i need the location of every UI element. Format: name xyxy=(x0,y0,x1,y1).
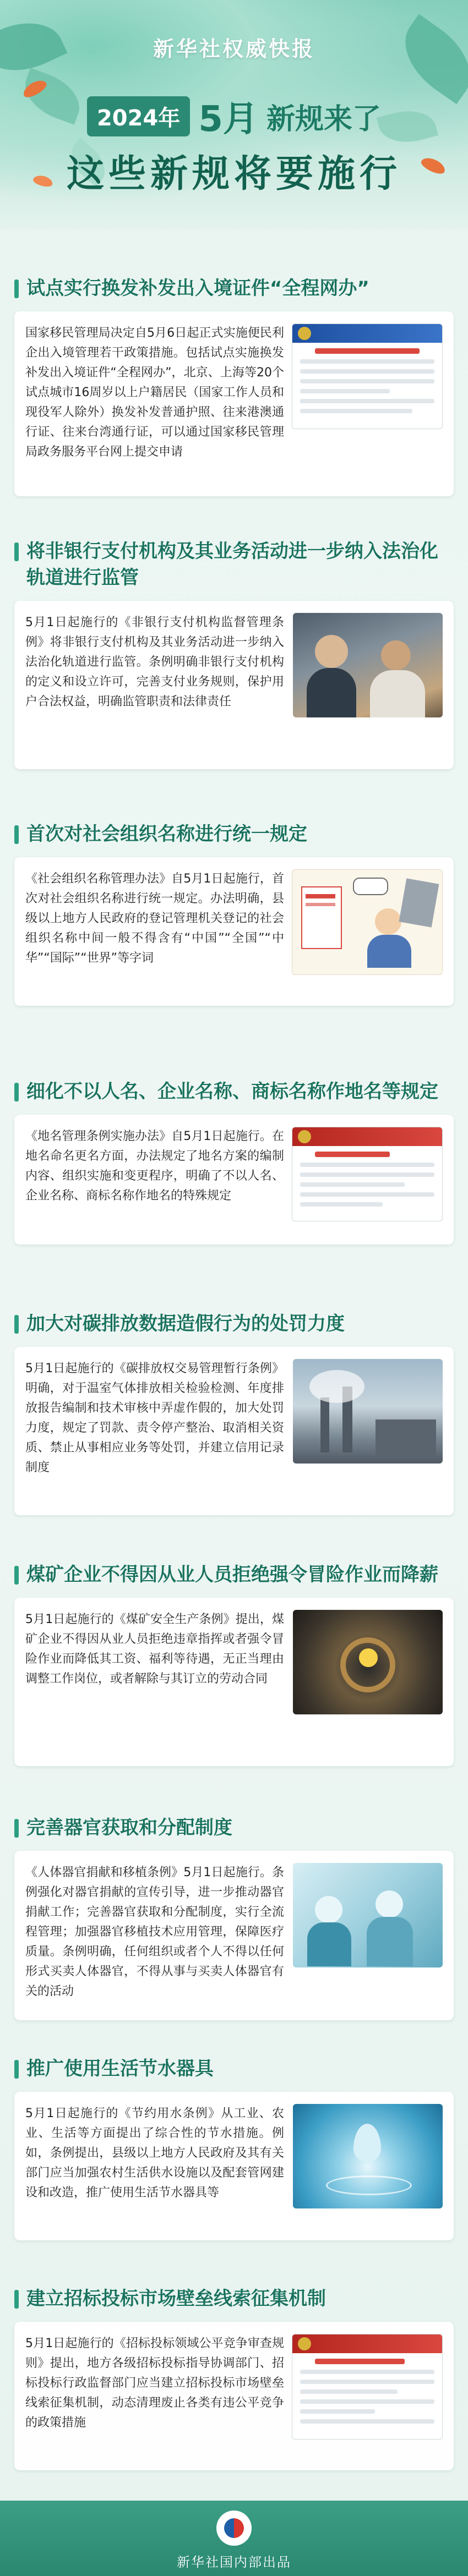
title-tail: 新规来了 xyxy=(266,102,382,136)
section-body: 5月1日起施行的《碳排放权交易管理暂行条例》明确，对于温室气体排放相关检验检测、年度排放报告编制和技术审核中弄虚作假的，加大处罚力度，规定了罚款、责令停产整治、取消相关资质、禁止从事相应业务等处罚，并建立信用记录制度 xyxy=(25,1362,284,1475)
section-body: 5月1日起施行的《非银行支付机构监督管理条例》将非银行支付机构及其业务活动进一步纳入法治化轨道进行监管。条例明确非银行支付机构的定义和设立许可，完善支付业务规则，保护用户合法权益，明确监管职责和法律责任 xyxy=(25,616,284,709)
year-badge: 2024年 xyxy=(87,96,190,136)
section-title: 细化不以人名、企业名称、商标名称作地名等规定 xyxy=(14,1078,454,1105)
photo-coal-mine xyxy=(293,1610,443,1714)
section-card xyxy=(14,1598,454,1766)
photo-factory-emissions xyxy=(293,1359,443,1464)
section-body: 5月1日起施行的《招标投标领域公平竞争审查规则》提出，地方各级招标投标指导协调部门、招标投标行政监督部门应当建立招标投标市场壁垒线索征集机制，动态清理废止各类有违公平竞争的政策措施 xyxy=(25,2337,284,2430)
section-social-org xyxy=(14,821,454,1006)
footer xyxy=(0,2501,468,2576)
main-title xyxy=(0,91,468,141)
section-body: 国家移民管理局决定自5月6日起正式实施便民利企出入境管理若干政策措施。包括试点实施换发补发出入境证件“全程网办”，北京、上海等20个试点城市16周岁以上户籍居民（国家工作人员和现役军人除外）换发补发普通护照、往来港澳通行证、往来台湾通行证，可以通过国家移民管理局政务服务平台网上提交申请 xyxy=(25,326,284,459)
section-card xyxy=(14,1851,454,2020)
section-title: 完善器官获取和分配制度 xyxy=(14,1815,454,1841)
footer-credit: 新华社国内部出品 xyxy=(177,2555,291,2570)
section-title: 推广使用生活节水器具 xyxy=(14,2056,454,2082)
section-title: 将非银行支付机构及其业务活动进一步纳入法治化轨道进行监管 xyxy=(14,538,454,591)
photo-water-drop xyxy=(293,2104,443,2208)
section-entry-exit xyxy=(14,275,454,496)
section-title: 试点实行换发补发出入境证件“全程网办” xyxy=(14,275,454,302)
section-water-saving xyxy=(14,2056,454,2240)
photo-hospital-surgery xyxy=(293,1863,443,1967)
section-coal-mine xyxy=(14,1561,454,1766)
section-title: 煤矿企业不得因从业人员拒绝强令冒险作业而降薪 xyxy=(14,1561,454,1588)
section-body: 《人体器官捐献和移植条例》5月1日起施行。条例强化对器官捐献的宣传引导，进一步推动器官捐献工作；完善器官获取和分配制度，实行全流程管理；加强器官移植技术应用管理，保障医疗质量。条例明确，任何组织或者个人不得以任何形式买卖人体器官，不得从事与买卖人体器官有关的活动 xyxy=(25,1866,284,1998)
section-card xyxy=(14,1347,454,1515)
section-body: 《社会组织名称管理办法》自5月1日起施行，首次对社会组织名称进行统一规定。办法明确，县级以上地方人民政府的登记管理机关登记的社会组织名称中间一般不得含有“中国”“全国”“中华”“国际”“世界”等字词 xyxy=(25,872,284,965)
emblem-icon xyxy=(298,1130,311,1143)
section-carbon xyxy=(14,1311,454,1515)
section-card xyxy=(14,857,454,1006)
section-card xyxy=(14,311,454,496)
section-title: 加大对碳排放数据造假行为的处罚力度 xyxy=(14,1311,454,1337)
section-card xyxy=(14,601,454,769)
section-place-names xyxy=(14,1078,454,1245)
section-title: 首次对社会组织名称进行统一规定 xyxy=(14,821,454,847)
document-screenshot-image xyxy=(292,2334,443,2440)
section-body: 5月1日起施行的《节约用水条例》从工业、农业、生活等方面提出了综合性的节水措施。例如，条例提出，县级以上地方人民政府及其有关部门应当加强农村生活供水设施以及配套管网建设和改造，推广使用生活节水器具等 xyxy=(25,2107,284,2200)
section-title: 建立招标投标市场壁垒线索征集机制 xyxy=(14,2285,454,2312)
month-label: 5月 xyxy=(198,99,258,140)
brand-title: 新华社权威快报 xyxy=(153,37,315,61)
xinhua-logo-icon xyxy=(216,2511,252,2546)
emblem-icon xyxy=(298,2337,311,2350)
section-bidding xyxy=(14,2285,454,2470)
photo-people-phones xyxy=(293,613,443,717)
subtitle: 这些新规将要施行 xyxy=(66,152,401,196)
hero-banner xyxy=(0,0,468,231)
document-screenshot-image xyxy=(292,324,443,429)
section-card xyxy=(14,1115,454,1245)
document-screenshot-image xyxy=(292,1127,443,1221)
section-organ-donation xyxy=(14,1815,454,2020)
section-card xyxy=(14,2092,454,2240)
section-card xyxy=(14,2322,454,2470)
section-body: 5月1日起施行的《煤矿安全生产条例》提出，煤矿企业不得因从业人员拒绝违章指挥或者强令冒险作业而降低其工资、福利等待遇，无正当理由调整工作岗位，或者解除与其订立的劳动合同 xyxy=(25,1613,284,1686)
cartoon-illustration xyxy=(292,869,443,975)
emblem-icon xyxy=(298,327,311,340)
section-payment xyxy=(14,538,454,769)
section-body: 《地名管理条例实施办法》自5月1日起施行。在地名命名更名方面，办法规定了地名方案的编制内容、组织实施和变更程序，明确了不以人名、企业名称、商标名称作地名的特殊规定 xyxy=(25,1130,284,1203)
